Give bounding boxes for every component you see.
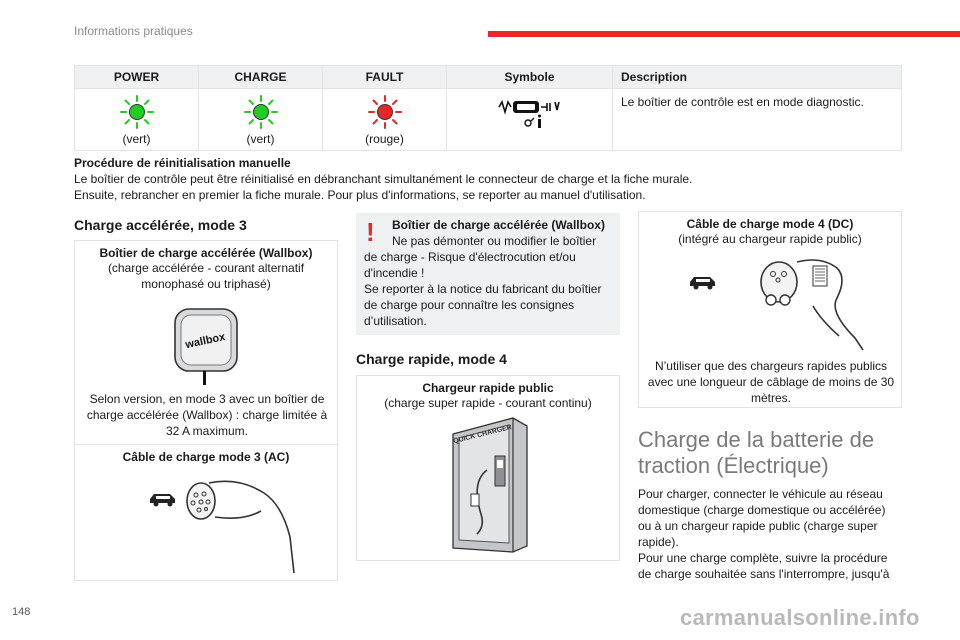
warning-line-1: Ne pas démonter ou modifier le boîtier (392, 234, 597, 248)
header-accent-bar (488, 31, 960, 37)
mode3-cable-box (74, 444, 338, 581)
wallbox-caption: Selon version, en mode 3 avec un boîtier de charge accélérée (Wallbox) : charge limitée à 32 A maximum. (86, 392, 328, 438)
car-icon (687, 274, 719, 290)
section-title: Informations pratiques (74, 24, 193, 38)
wallbox-subtitle: (charge accélérée - courant alternatif monophasé ou triphasé) (107, 261, 305, 291)
battery-paragraph-1: Pour charger, connecter le véhicule au réseau domestique (charge domestique ou accélérée) ou à un chargeur rapide public (charge super rapide). (638, 487, 886, 549)
col-fault: FAULT (323, 66, 447, 89)
battery-charge-body (638, 486, 900, 582)
quick-charger-subtitle: (charge super rapide - courant continu) (384, 396, 592, 410)
description-cell: Le boîtier de contrôle est en mode diagnostic. (613, 89, 902, 151)
warning-line-3: Se reporter à la notice du fabricant du boîtier de charge pour connaître les consignes d’utilisation. (364, 282, 602, 328)
col-power: POWER (75, 66, 199, 89)
manual-reset-section (74, 155, 904, 203)
mode4-cable-box (638, 211, 902, 408)
warning-line-2: de charge - Risque d'électrocution et/ou d'incendie ! (364, 250, 576, 280)
charge-led-label: (vert) (246, 132, 275, 146)
wallbox-title: Boîtier de charge accélérée (Wallbox) (99, 246, 313, 260)
reset-title: Procédure de réinitialisation manuelle (74, 156, 291, 170)
mode3-heading: Charge accélérée, mode 3 (74, 217, 247, 233)
quick-charger-title: Chargeur rapide public (422, 381, 554, 395)
type2-connector-image (179, 475, 299, 575)
power-led-label: (vert) (122, 132, 151, 146)
quick-charger-logo: QUICK CHARGER (452, 423, 513, 446)
led-status-table (74, 65, 902, 151)
mode3-cable-title: Câble de charge mode 3 (AC) (122, 450, 290, 464)
warning-title: Boîtier de charge accélérée (Wallbox) (392, 218, 605, 232)
ccs-connector-image (757, 256, 867, 352)
wallbox-warning (356, 213, 620, 335)
col-charge: CHARGE (199, 66, 323, 89)
warning-icon: ! (366, 217, 375, 247)
wallbox-logo-text: wallbox (184, 331, 227, 352)
mode4-cable-title: Câble de charge mode 4 (DC) (686, 217, 854, 231)
green-led-icon (244, 95, 278, 129)
col-symbol: Symbole (447, 66, 613, 89)
reset-line-2: Ensuite, rebrancher en premier la fiche murale. Pour plus d'informations, se reporter au manuel d'utilisation. (74, 188, 646, 202)
quick-charger-box (356, 375, 620, 561)
col-description: Description (613, 66, 902, 89)
green-led-icon (120, 95, 154, 129)
quick-charger-image (447, 414, 531, 554)
car-icon (147, 491, 179, 507)
mode4-cable-caption: N’utiliser que des chargeurs rapides publics avec une longueur de câblage de moins de 30 mètres. (647, 359, 895, 405)
wallbox-box (74, 240, 338, 445)
table-header-row (75, 66, 902, 89)
mode4-cable-subtitle: (intégré au chargeur rapide public) (678, 232, 862, 246)
page-number: 148 (12, 606, 31, 618)
diagnostic-symbol-icon (495, 97, 565, 133)
red-led-icon (368, 95, 402, 129)
watermark: carmanualsonline.info (680, 605, 920, 630)
battery-charge-title: Charge de la batterie de traction (Électrique) (638, 427, 875, 478)
fault-led-label: (rouge) (365, 132, 404, 146)
reset-line-1: Le boîtier de contrôle peut être réinitialisé en débranchant simultanément le connecteur de charge et la fiche murale. (74, 172, 693, 186)
wallbox-image (173, 307, 241, 387)
table-row (75, 89, 902, 151)
battery-paragraph-2: Pour une charge complète, suivre la procédure de charge souhaitée sans l'interrompre, jusqu'à (638, 551, 890, 581)
mode4-heading: Charge rapide, mode 4 (356, 351, 507, 367)
